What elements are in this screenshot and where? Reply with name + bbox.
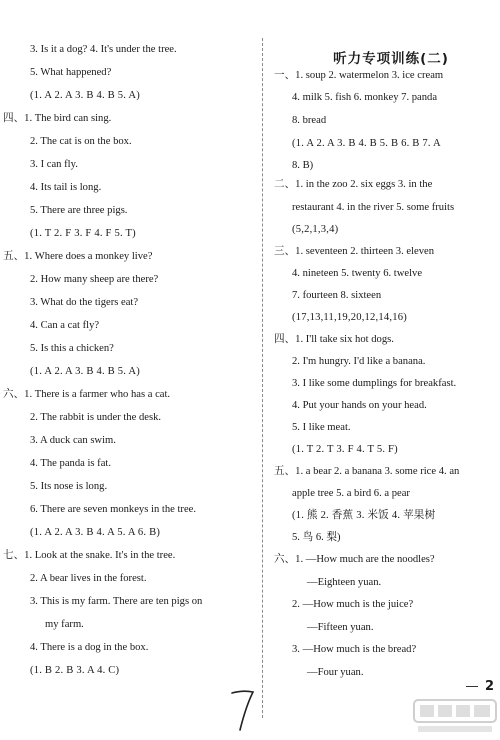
right-text-line: 六、1. —How much are the noodles? bbox=[274, 554, 435, 565]
left-text-line: 五、1. Where does a monkey live? bbox=[3, 251, 153, 262]
left-text-line: 3. Is it a dog? 4. It's under the tree. bbox=[30, 44, 177, 55]
left-text-line: 5. There are three pigs. bbox=[30, 205, 128, 216]
right-text-line: 4. Put your hands on your head. bbox=[292, 400, 427, 411]
right-text-line: 4. milk 5. fish 6. monkey 7. panda bbox=[292, 92, 438, 103]
left-text-line: 3. This is my farm. There are ten pigs on bbox=[30, 596, 203, 607]
column-divider bbox=[262, 38, 263, 718]
left-text-line: 2. How many sheep are there? bbox=[30, 274, 159, 285]
left-text-line: 四、1. The bird can sing. bbox=[3, 113, 112, 124]
right-text-line: (1. A 2. A 3. B 4. B 5. B 6. B 7. A bbox=[292, 138, 441, 149]
left-text-line: (1. A 2. A 3. B 4. B 5. A) bbox=[30, 90, 140, 101]
left-text-line: 4. There is a dog in the box. bbox=[30, 642, 149, 653]
right-text-line: 4. nineteen 5. twenty 6. twelve bbox=[292, 268, 423, 279]
left-text-line: 5. Is this a chicken? bbox=[30, 343, 114, 354]
right-text-line: 三、1. seventeen 2. thirteen 3. eleven bbox=[274, 246, 435, 257]
right-text-line: (1. T 2. T 3. F 4. T 5. F) bbox=[292, 444, 398, 455]
right-text-line: 四、1. I'll take six hot dogs. bbox=[274, 334, 394, 345]
left-text-line: 七、1. Look at the snake. It's in the tree. bbox=[3, 550, 176, 561]
right-text-line: 2. —How much is the juice? bbox=[292, 599, 414, 610]
left-text-line: (1. A 2. A 3. B 4. A 5. A 6. B) bbox=[30, 527, 161, 538]
right-text-line: 5. 鸟 6. 梨) bbox=[292, 532, 341, 543]
left-text-line: 3. A duck can swim. bbox=[30, 435, 116, 446]
right-text-line: 五、1. a bear 2. a banana 3. some rice 4. an bbox=[274, 466, 460, 477]
right-text-line: (1. 熊 2. 香蕉 3. 米饭 4. 苹果树 bbox=[292, 510, 436, 521]
right-text-line: 3. I like some dumplings for breakfast. bbox=[292, 378, 457, 389]
left-text-line: 六、1. There is a farmer who has a cat. bbox=[3, 389, 171, 400]
right-text-line: 8. bread bbox=[292, 115, 327, 126]
left-text-line: (1. A 2. A 3. B 4. B 5. A) bbox=[30, 366, 140, 377]
left-text-line: 4. Can a cat fly? bbox=[30, 320, 100, 331]
left-text-line: (1. B 2. B 3. A 4. C) bbox=[30, 665, 120, 676]
page-number: 2 bbox=[484, 679, 494, 694]
right-text-line: (5,2,1,3,4) bbox=[292, 224, 339, 235]
section-title: 听力专项训练(二) bbox=[333, 51, 449, 67]
left-text-line: 5. Its nose is long. bbox=[30, 481, 108, 492]
left-text-line: 3. I can fly. bbox=[30, 159, 78, 170]
left-text-line: 5. What happened? bbox=[30, 67, 112, 78]
right-text-line: 一、1. soup 2. watermelon 3. ice cream bbox=[274, 70, 444, 81]
left-text-line: 6. There are seven monkeys in the tree. bbox=[30, 504, 197, 515]
left-text-line: 4. Its tail is long. bbox=[30, 182, 102, 193]
left-text-line: (1. T 2. F 3. F 4. F 5. T) bbox=[30, 228, 136, 239]
page-number-dash bbox=[466, 686, 478, 687]
right-text-line: (17,13,11,19,20,12,14,16) bbox=[292, 312, 407, 323]
right-text-line: restaurant 4. in the river 5. some fruits bbox=[292, 202, 455, 213]
right-text-line: —Eighteen yuan. bbox=[307, 577, 382, 588]
left-text-line: 3. What do the tigers eat? bbox=[30, 297, 139, 308]
left-text-line: 4. The panda is fat. bbox=[30, 458, 111, 469]
left-text-line: 2. The cat is on the box. bbox=[30, 136, 132, 147]
right-text-line: —Fifteen yuan. bbox=[307, 622, 374, 633]
left-text-line: 2. The rabbit is under the desk. bbox=[30, 412, 162, 423]
right-text-line: 2. I'm hungry. I'd like a banana. bbox=[292, 356, 426, 367]
right-text-line: 二、1. in the zoo 2. six eggs 3. in the bbox=[274, 179, 433, 190]
watermark-logo bbox=[412, 696, 498, 738]
right-text-line: apple tree 5. a bird 6. a pear bbox=[292, 488, 410, 499]
right-text-line: 8. B) bbox=[292, 160, 314, 171]
right-text-line: 3. —How much is the bread? bbox=[292, 644, 417, 655]
handwritten-seven-mark bbox=[229, 688, 257, 734]
left-text-line: my farm. bbox=[45, 619, 84, 630]
right-text-line: —Four yuan. bbox=[307, 667, 364, 678]
left-text-line: 2. A bear lives in the forest. bbox=[30, 573, 147, 584]
right-text-line: 7. fourteen 8. sixteen bbox=[292, 290, 382, 301]
right-text-line: 5. I like meat. bbox=[292, 422, 351, 433]
